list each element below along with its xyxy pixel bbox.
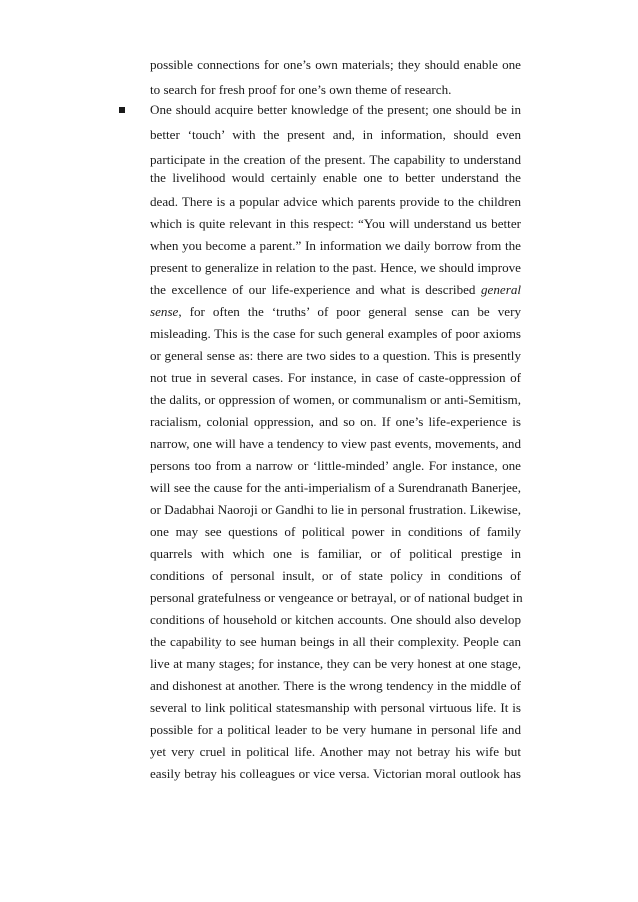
text-line-11-italic: general [481,282,521,297]
text-line-30: several to link political statesmanship with personal virtuous life. It is [150,700,521,715]
text-line-6: the livelihood would certainly enable one to better understand the [150,170,521,185]
text-line-12-italic: sense [150,304,179,319]
text-line-28: live at many stages; for instance, they can be very honest at one stage, [150,656,521,671]
text-line-1: possible connections for one’s own materials; they should enable one [150,57,521,72]
bullet-square-icon [119,107,125,113]
text-line-4: better ‘touch’ with the present and, in information, should even [150,127,521,142]
text-line-17: racialism, colonial oppression, and so on. If one’s life-experience is [150,414,521,429]
text-line-8: which is quite relevant in this respect: “You will understand us better [150,216,521,231]
text-line-16: the dalits, or oppression of women, or communalism or anti-Semitism, [150,392,521,407]
text-line-31: possible for a political leader to be very humane in personal life and [150,722,521,737]
text-line-12 [150,304,521,320]
text-line-10: present to generalize in relation to the past. Hence, we should improve [150,260,521,275]
text-line-25: personal gratefulness or vengeance or betrayal, or of national budget in [150,590,523,605]
text-line-3: One should acquire better knowledge of the present; one should be in [150,102,521,117]
text-line-19: persons too from a narrow or ‘little-minded’ angle. For instance, one [150,458,521,473]
text-line-29: and dishonest at another. There is the wrong tendency in the middle of [150,678,521,693]
text-line-7: dead. There is a popular advice which parents provide to the children [150,194,521,209]
text-line-27: the capability to see human beings in all their complexity. People can [150,634,521,649]
text-line-21: or Dadabhai Naoroji or Gandhi to lie in personal frustration. Likewise, [150,502,521,517]
text-line-24: conditions of personal insult, or of state policy in conditions of [150,568,521,583]
text-line-14: or general sense as: there are two sides to a question. This is presently [150,348,521,363]
text-line-18: narrow, one will have a tendency to view past events, movements, and [150,436,521,451]
text-line-2: to search for fresh proof for one’s own theme of research. [150,82,452,97]
text-line-26: conditions of household or kitchen accounts. One should also develop [150,612,521,627]
text-line-15: not true in several cases. For instance, in case of caste-oppression of [150,370,521,385]
text-line-11 [150,282,521,298]
text-line-23: quarrels with which one is familiar, or of political prestige in [150,546,521,561]
text-line-9: when you become a parent.” In information we daily borrow from the [150,238,521,253]
text-line-32: yet very cruel in political life. Another may not betray his wife but [150,744,521,759]
text-line-33: easily betray his colleagues or vice versa. Victorian moral outlook has [150,766,521,781]
text-line-20: will see the cause for the anti-imperialism of a Surendranath Banerjee, [150,480,521,495]
text-line-13: misleading. This is the case for such general examples of poor axioms [150,326,521,341]
text-line-22: one may see questions of political power in conditions of family [150,524,521,539]
text-line-11-main: the excellence of our life-experience and what is described [150,282,481,297]
text-line-12-rest: , for often the ‘truths’ of poor general sense can be very [178,304,521,319]
text-line-5: participate in the creation of the present. The capability to understand [150,152,521,167]
